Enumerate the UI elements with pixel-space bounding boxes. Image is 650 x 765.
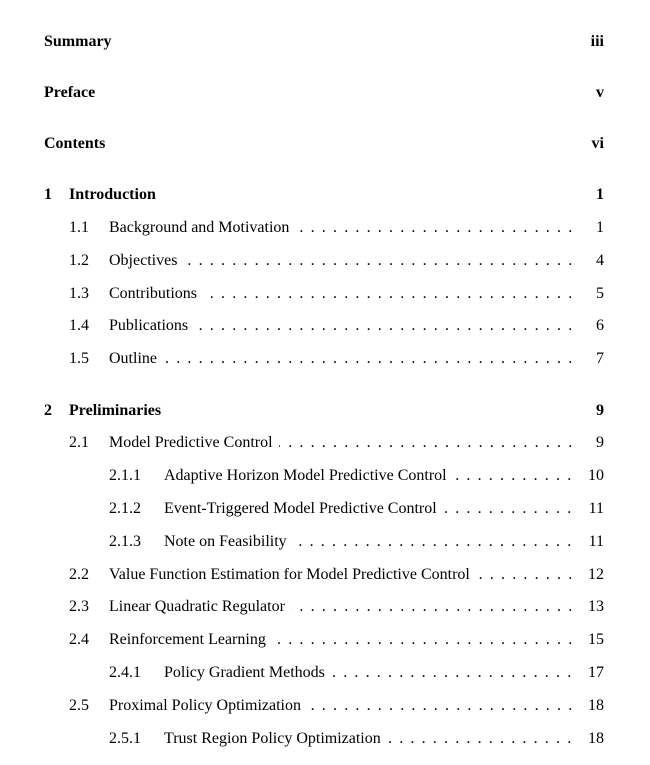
entry-page: vi [591,135,604,152]
entry-title: Contents [44,135,106,152]
section-number: 1.4 [69,317,89,334]
section-title: Reinforcement Learning [109,629,272,651]
subsection-page: 11 [588,500,604,517]
section-number: 2.1 [69,434,89,451]
chapter-title: Preliminaries [69,402,162,419]
entry-title: Summary [44,33,112,50]
section-number: 1.5 [69,350,89,367]
section-title: Proximal Policy Optimization [109,695,307,717]
subsection-number: 2.1.2 [109,500,141,517]
toc-section-1-5[interactable] [0,348,650,370]
section-page: 4 [596,252,604,269]
toc-subsection-2-5-1[interactable] [0,728,650,750]
section-page: 13 [588,598,604,615]
section-title: Linear Quadratic Regulator [109,596,291,618]
toc-entry-preface[interactable] [0,82,650,104]
section-page: 12 [588,566,604,583]
section-number: 2.5 [69,697,89,714]
entry-page: v [596,84,604,101]
section-number: 1.1 [69,219,89,236]
section-title: Value Function Estimation for Model Predictive Control [109,564,476,586]
subsection-page: 10 [588,467,604,484]
entry-page: iii [590,33,604,50]
toc-chapter-1[interactable] [0,184,650,206]
chapter-title: Introduction [69,186,156,203]
section-page: 7 [596,350,604,367]
toc-section-1-4[interactable] [0,315,650,337]
subsection-title: Event-Triggered Model Predictive Control [164,498,443,520]
subsection-number: 2.1.1 [109,467,141,484]
section-number: 2.3 [69,598,89,615]
subsection-title: Adaptive Horizon Model Predictive Control [164,465,453,487]
toc-section-2-1[interactable] [0,432,650,454]
subsection-title: Note on Feasibility [164,531,293,553]
section-title: Publications [109,315,194,337]
subsection-page: 18 [588,730,604,747]
subsection-number: 2.1.3 [109,533,141,550]
toc-entry-contents[interactable] [0,133,650,155]
chapter-page: 1 [596,186,604,203]
toc-subsection-2-1-2[interactable] [0,498,650,520]
toc-section-1-2[interactable] [0,250,650,272]
toc-section-2-4[interactable] [0,629,650,651]
chapter-page: 9 [596,402,604,419]
section-page: 18 [588,697,604,714]
chapter-number: 1 [44,186,52,203]
section-page: 1 [596,219,604,236]
dot-leader [109,348,576,370]
section-number: 2.2 [69,566,89,583]
entry-title: Preface [44,84,96,101]
subsection-page: 17 [588,664,604,681]
section-page: 5 [596,285,604,302]
subsection-number: 2.4.1 [109,664,141,681]
toc-subsection-2-1-1[interactable] [0,465,650,487]
toc-subsection-2-4-1[interactable] [0,662,650,684]
toc-section-2-3[interactable] [0,596,650,618]
section-page: 9 [596,434,604,451]
section-number: 2.4 [69,631,89,648]
section-number: 1.2 [69,252,89,269]
toc-section-2-5[interactable] [0,695,650,717]
section-title: Contributions [109,283,203,305]
subsection-page: 11 [588,533,604,550]
toc-chapter-2[interactable] [0,400,650,422]
toc-section-1-1[interactable] [0,217,650,239]
toc-entry-summary[interactable] [0,31,650,53]
section-title: Objectives [109,250,183,272]
section-title: Background and Motivation [109,217,295,239]
section-page: 6 [596,317,604,334]
toc-subsection-2-1-3[interactable] [0,531,650,553]
toc-section-1-3[interactable] [0,283,650,305]
subsection-number: 2.5.1 [109,730,141,747]
section-title: Model Predictive Control [109,432,279,454]
section-page: 15 [588,631,604,648]
subsection-title: Policy Gradient Methods [164,662,331,684]
section-title: Outline [109,348,163,370]
section-number: 1.3 [69,285,89,302]
chapter-number: 2 [44,402,52,419]
subsection-title: Trust Region Policy Optimization [164,728,387,750]
toc-section-2-2[interactable] [0,564,650,586]
